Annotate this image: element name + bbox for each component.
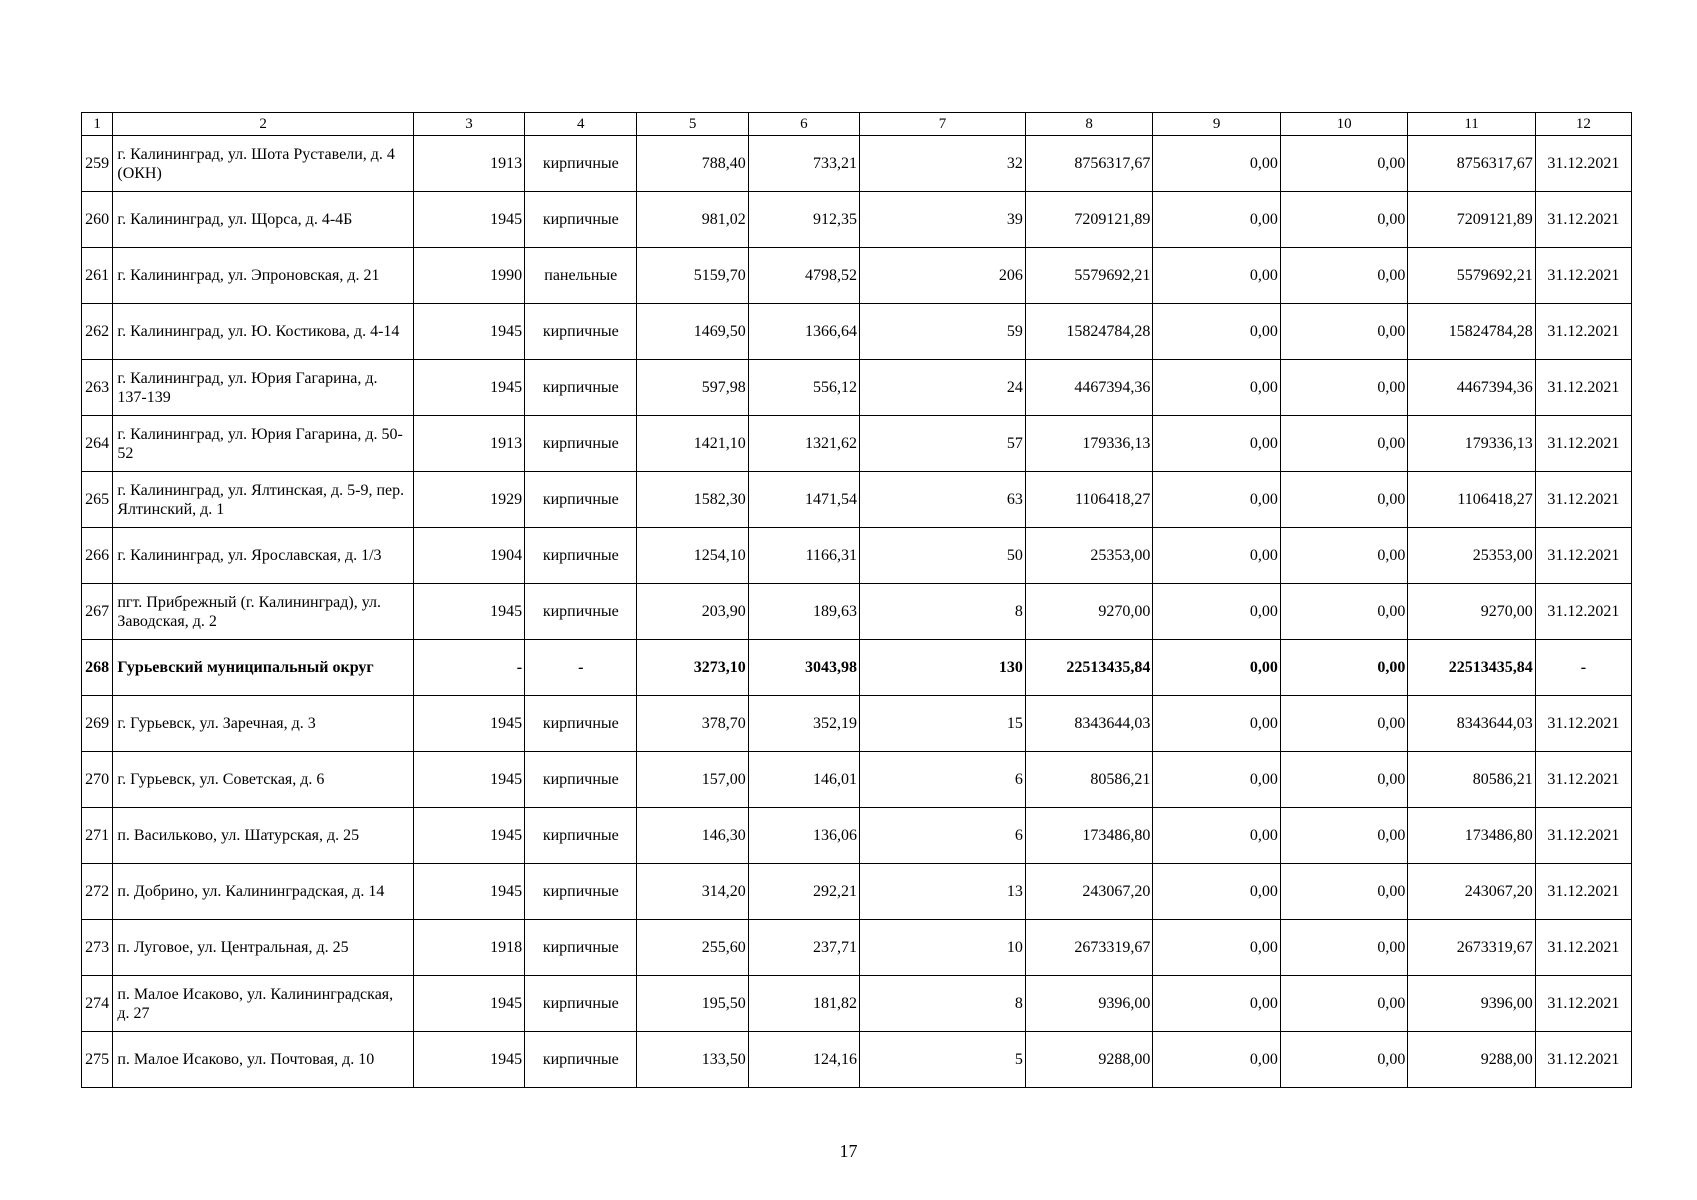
cell-address: г. Калининград, ул. Ярославская, д. 1/3	[113, 528, 413, 584]
cell-living-area: 1366,64	[748, 304, 859, 360]
cell-cost-federal: 0,00	[1153, 640, 1280, 696]
cell-address: п. Васильково, ул. Шатурская, д. 25	[113, 808, 413, 864]
cell-cost-total: 9270,00	[1025, 584, 1152, 640]
table-row	[82, 192, 1632, 248]
cell-cost-federal: 0,00	[1153, 136, 1280, 192]
cell-cost-federal: 0,00	[1153, 864, 1280, 920]
cell-cost-local: 173486,80	[1408, 808, 1535, 864]
cell-cost-federal: 0,00	[1153, 416, 1280, 472]
cell-total-area: 1254,10	[637, 528, 748, 584]
cell-construction-year: 1945	[413, 304, 524, 360]
cell-residents-count: 15	[859, 696, 1025, 752]
cell-residents-count: 59	[859, 304, 1025, 360]
table-row	[82, 248, 1632, 304]
cell-residents-count: 8	[859, 976, 1025, 1032]
cell-wall-material: кирпичные	[525, 136, 637, 192]
cell-residents-count: 6	[859, 808, 1025, 864]
cell-row-number: 274	[82, 976, 113, 1032]
table-body	[82, 136, 1632, 1088]
cell-living-area: 556,12	[748, 360, 859, 416]
cell-construction-year: 1945	[413, 752, 524, 808]
cell-cost-local: 243067,20	[1408, 864, 1535, 920]
cell-deadline-date: 31.12.2021	[1535, 360, 1631, 416]
cell-cost-federal: 0,00	[1153, 584, 1280, 640]
cell-cost-total: 25353,00	[1025, 528, 1152, 584]
cell-row-number: 262	[82, 304, 113, 360]
cell-cost-federal: 0,00	[1153, 248, 1280, 304]
cell-cost-local: 8343644,03	[1408, 696, 1535, 752]
cell-living-area: 146,01	[748, 752, 859, 808]
table-row	[82, 696, 1632, 752]
cell-address: пгт. Прибрежный (г. Калининград), ул. Заводская, д. 2	[113, 584, 413, 640]
cell-living-area: 912,35	[748, 192, 859, 248]
cell-cost-total: 9288,00	[1025, 1032, 1152, 1088]
cell-construction-year: -	[413, 640, 524, 696]
cell-construction-year: 1945	[413, 696, 524, 752]
cell-residents-count: 24	[859, 360, 1025, 416]
cell-cost-regional: 0,00	[1280, 584, 1407, 640]
cell-cost-regional: 0,00	[1280, 416, 1407, 472]
cell-cost-total: 5579692,21	[1025, 248, 1152, 304]
cell-row-number: 265	[82, 472, 113, 528]
cell-cost-regional: 0,00	[1280, 248, 1407, 304]
cell-cost-regional: 0,00	[1280, 920, 1407, 976]
cell-construction-year: 1904	[413, 528, 524, 584]
cell-residents-count: 8	[859, 584, 1025, 640]
cell-wall-material: кирпичные	[525, 752, 637, 808]
cell-cost-local: 22513435,84	[1408, 640, 1535, 696]
cell-cost-local: 1106418,27	[1408, 472, 1535, 528]
cell-address: г. Калининград, ул. Юрия Гагарина, д. 137-139	[113, 360, 413, 416]
cell-cost-federal: 0,00	[1153, 472, 1280, 528]
cell-cost-federal: 0,00	[1153, 920, 1280, 976]
cell-living-area: 4798,52	[748, 248, 859, 304]
cell-address: п. Малое Исаково, ул. Почтовая, д. 10	[113, 1032, 413, 1088]
cell-row-number: 267	[82, 584, 113, 640]
cell-cost-local: 25353,00	[1408, 528, 1535, 584]
cell-wall-material: кирпичные	[525, 192, 637, 248]
table-row	[82, 416, 1632, 472]
cell-construction-year: 1929	[413, 472, 524, 528]
cell-construction-year: 1945	[413, 864, 524, 920]
cell-total-area: 146,30	[637, 808, 748, 864]
table-row	[82, 304, 1632, 360]
cell-cost-regional: 0,00	[1280, 304, 1407, 360]
cell-wall-material: кирпичные	[525, 472, 637, 528]
cell-wall-material: кирпичные	[525, 696, 637, 752]
cell-cost-regional: 0,00	[1280, 528, 1407, 584]
cell-living-area: 1471,54	[748, 472, 859, 528]
cell-living-area: 1321,62	[748, 416, 859, 472]
cell-living-area: 733,21	[748, 136, 859, 192]
cell-row-number: 271	[82, 808, 113, 864]
cell-cost-local: 80586,21	[1408, 752, 1535, 808]
cell-residents-count: 206	[859, 248, 1025, 304]
cell-cost-total: 8343644,03	[1025, 696, 1152, 752]
cell-deadline-date: 31.12.2021	[1535, 696, 1631, 752]
cell-row-number: 259	[82, 136, 113, 192]
column-header-11: 11	[1408, 113, 1535, 136]
cell-row-number: 260	[82, 192, 113, 248]
column-header-3: 3	[413, 113, 524, 136]
cell-cost-total: 7209121,89	[1025, 192, 1152, 248]
table-row	[82, 584, 1632, 640]
cell-wall-material: кирпичные	[525, 360, 637, 416]
cell-residents-count: 130	[859, 640, 1025, 696]
cell-living-area: 3043,98	[748, 640, 859, 696]
table-row	[82, 920, 1632, 976]
cell-total-area: 3273,10	[637, 640, 748, 696]
cell-deadline-date: 31.12.2021	[1535, 192, 1631, 248]
cell-total-area: 5159,70	[637, 248, 748, 304]
header-row	[82, 113, 1632, 136]
cell-wall-material: кирпичные	[525, 528, 637, 584]
cell-residents-count: 32	[859, 136, 1025, 192]
cell-cost-federal: 0,00	[1153, 1032, 1280, 1088]
cell-total-area: 1421,10	[637, 416, 748, 472]
cell-address: г. Гурьевск, ул. Заречная, д. 3	[113, 696, 413, 752]
cell-living-area: 181,82	[748, 976, 859, 1032]
cell-cost-regional: 0,00	[1280, 360, 1407, 416]
cell-residents-count: 5	[859, 1032, 1025, 1088]
cell-cost-regional: 0,00	[1280, 1032, 1407, 1088]
cell-deadline-date: 31.12.2021	[1535, 584, 1631, 640]
cell-construction-year: 1990	[413, 248, 524, 304]
cell-cost-total: 9396,00	[1025, 976, 1152, 1032]
cell-living-area: 136,06	[748, 808, 859, 864]
cell-wall-material: кирпичные	[525, 1032, 637, 1088]
cell-construction-year: 1945	[413, 976, 524, 1032]
table-row	[82, 360, 1632, 416]
cell-row-number: 273	[82, 920, 113, 976]
cell-cost-federal: 0,00	[1153, 696, 1280, 752]
cell-cost-total: 173486,80	[1025, 808, 1152, 864]
cell-residents-count: 57	[859, 416, 1025, 472]
cell-deadline-date: 31.12.2021	[1535, 304, 1631, 360]
cell-construction-year: 1945	[413, 360, 524, 416]
table-row	[82, 752, 1632, 808]
cell-wall-material: кирпичные	[525, 976, 637, 1032]
cell-wall-material: панельные	[525, 248, 637, 304]
cell-wall-material: кирпичные	[525, 304, 637, 360]
cell-total-area: 255,60	[637, 920, 748, 976]
cell-construction-year: 1918	[413, 920, 524, 976]
column-header-4: 4	[525, 113, 637, 136]
cell-address: г. Калининград, ул. Шота Руставели, д. 4 (ОКН)	[113, 136, 413, 192]
cell-wall-material: кирпичные	[525, 920, 637, 976]
cell-construction-year: 1945	[413, 808, 524, 864]
cell-cost-local: 15824784,28	[1408, 304, 1535, 360]
cell-wall-material: кирпичные	[525, 808, 637, 864]
cell-cost-federal: 0,00	[1153, 752, 1280, 808]
cell-cost-local: 2673319,67	[1408, 920, 1535, 976]
cell-cost-regional: 0,00	[1280, 808, 1407, 864]
cell-cost-total: 22513435,84	[1025, 640, 1152, 696]
housing-register-table	[81, 112, 1632, 1088]
cell-row-number: 275	[82, 1032, 113, 1088]
table-row	[82, 136, 1632, 192]
table-row	[82, 808, 1632, 864]
column-header-9: 9	[1153, 113, 1280, 136]
column-header-6: 6	[748, 113, 859, 136]
cell-construction-year: 1913	[413, 136, 524, 192]
cell-total-area: 788,40	[637, 136, 748, 192]
table-row	[82, 528, 1632, 584]
cell-residents-count: 6	[859, 752, 1025, 808]
cell-address: г. Гурьевск, ул. Советская, д. 6	[113, 752, 413, 808]
cell-deadline-date: -	[1535, 640, 1631, 696]
cell-cost-local: 9396,00	[1408, 976, 1535, 1032]
cell-deadline-date: 31.12.2021	[1535, 864, 1631, 920]
cell-row-number: 272	[82, 864, 113, 920]
table-row	[82, 472, 1632, 528]
cell-construction-year: 1945	[413, 1032, 524, 1088]
cell-residents-count: 39	[859, 192, 1025, 248]
cell-cost-local: 7209121,89	[1408, 192, 1535, 248]
cell-cost-regional: 0,00	[1280, 976, 1407, 1032]
column-header-12: 12	[1535, 113, 1631, 136]
cell-total-area: 133,50	[637, 1032, 748, 1088]
cell-living-area: 237,71	[748, 920, 859, 976]
cell-cost-local: 9288,00	[1408, 1032, 1535, 1088]
cell-cost-regional: 0,00	[1280, 472, 1407, 528]
cell-address: г. Калининград, ул. Ю. Костикова, д. 4-14	[113, 304, 413, 360]
column-number-header	[82, 113, 1632, 136]
cell-cost-regional: 0,00	[1280, 192, 1407, 248]
cell-total-area: 597,98	[637, 360, 748, 416]
column-header-7: 7	[859, 113, 1025, 136]
cell-construction-year: 1945	[413, 584, 524, 640]
column-header-1: 1	[82, 113, 113, 136]
cell-deadline-date: 31.12.2021	[1535, 752, 1631, 808]
cell-total-area: 157,00	[637, 752, 748, 808]
cell-cost-local: 8756317,67	[1408, 136, 1535, 192]
cell-cost-regional: 0,00	[1280, 640, 1407, 696]
cell-residents-count: 10	[859, 920, 1025, 976]
cell-living-area: 1166,31	[748, 528, 859, 584]
cell-residents-count: 63	[859, 472, 1025, 528]
cell-construction-year: 1913	[413, 416, 524, 472]
cell-address: п. Луговое, ул. Центральная, д. 25	[113, 920, 413, 976]
table-row-subtotal	[82, 640, 1632, 696]
cell-residents-count: 13	[859, 864, 1025, 920]
cell-deadline-date: 31.12.2021	[1535, 1032, 1631, 1088]
cell-cost-local: 4467394,36	[1408, 360, 1535, 416]
cell-row-number: 266	[82, 528, 113, 584]
cell-wall-material: -	[525, 640, 637, 696]
cell-total-area: 1582,30	[637, 472, 748, 528]
cell-construction-year: 1945	[413, 192, 524, 248]
cell-cost-federal: 0,00	[1153, 528, 1280, 584]
cell-cost-local: 5579692,21	[1408, 248, 1535, 304]
cell-cost-total: 2673319,67	[1025, 920, 1152, 976]
cell-living-area: 352,19	[748, 696, 859, 752]
column-header-2: 2	[113, 113, 413, 136]
cell-deadline-date: 31.12.2021	[1535, 248, 1631, 304]
cell-address: г. Калининград, ул. Щорса, д. 4-4Б	[113, 192, 413, 248]
cell-cost-total: 1106418,27	[1025, 472, 1152, 528]
cell-living-area: 292,21	[748, 864, 859, 920]
cell-cost-total: 8756317,67	[1025, 136, 1152, 192]
cell-address: г. Калининград, ул. Ялтинская, д. 5-9, пер. Ялтинский, д. 1	[113, 472, 413, 528]
cell-deadline-date: 31.12.2021	[1535, 808, 1631, 864]
cell-address: г. Калининград, ул. Юрия Гагарина, д. 50-52	[113, 416, 413, 472]
cell-residents-count: 50	[859, 528, 1025, 584]
cell-row-number: 270	[82, 752, 113, 808]
cell-row-number: 268	[82, 640, 113, 696]
cell-living-area: 124,16	[748, 1032, 859, 1088]
column-header-10: 10	[1280, 113, 1407, 136]
cell-total-area: 203,90	[637, 584, 748, 640]
cell-cost-federal: 0,00	[1153, 976, 1280, 1032]
cell-cost-total: 4467394,36	[1025, 360, 1152, 416]
cell-address: Гурьевский муниципальный округ	[113, 640, 413, 696]
cell-cost-regional: 0,00	[1280, 136, 1407, 192]
cell-living-area: 189,63	[748, 584, 859, 640]
cell-wall-material: кирпичные	[525, 864, 637, 920]
cell-address: г. Калининград, ул. Эпроновская, д. 21	[113, 248, 413, 304]
cell-deadline-date: 31.12.2021	[1535, 976, 1631, 1032]
cell-total-area: 314,20	[637, 864, 748, 920]
cell-cost-regional: 0,00	[1280, 752, 1407, 808]
cell-total-area: 195,50	[637, 976, 748, 1032]
cell-address: п. Малое Исаково, ул. Калининградская, д. 27	[113, 976, 413, 1032]
cell-total-area: 1469,50	[637, 304, 748, 360]
table-row	[82, 864, 1632, 920]
cell-cost-total: 179336,13	[1025, 416, 1152, 472]
cell-wall-material: кирпичные	[525, 416, 637, 472]
cell-cost-federal: 0,00	[1153, 808, 1280, 864]
cell-deadline-date: 31.12.2021	[1535, 528, 1631, 584]
cell-cost-regional: 0,00	[1280, 864, 1407, 920]
cell-deadline-date: 31.12.2021	[1535, 136, 1631, 192]
cell-cost-federal: 0,00	[1153, 360, 1280, 416]
page-number: 17	[839, 1141, 858, 1161]
cell-cost-local: 9270,00	[1408, 584, 1535, 640]
cell-row-number: 264	[82, 416, 113, 472]
cell-row-number: 269	[82, 696, 113, 752]
cell-cost-regional: 0,00	[1280, 696, 1407, 752]
cell-total-area: 378,70	[637, 696, 748, 752]
cell-cost-total: 243067,20	[1025, 864, 1152, 920]
cell-address: п. Добрино, ул. Калининградская, д. 14	[113, 864, 413, 920]
cell-row-number: 261	[82, 248, 113, 304]
table-row	[82, 976, 1632, 1032]
column-header-5: 5	[637, 113, 748, 136]
cell-deadline-date: 31.12.2021	[1535, 472, 1631, 528]
cell-row-number: 263	[82, 360, 113, 416]
cell-cost-federal: 0,00	[1153, 304, 1280, 360]
cell-deadline-date: 31.12.2021	[1535, 416, 1631, 472]
cell-cost-total: 80586,21	[1025, 752, 1152, 808]
cell-cost-total: 15824784,28	[1025, 304, 1152, 360]
cell-cost-local: 179336,13	[1408, 416, 1535, 472]
cell-cost-federal: 0,00	[1153, 192, 1280, 248]
cell-deadline-date: 31.12.2021	[1535, 920, 1631, 976]
table-row	[82, 1032, 1632, 1088]
cell-wall-material: кирпичные	[525, 584, 637, 640]
column-header-8: 8	[1025, 113, 1152, 136]
cell-total-area: 981,02	[637, 192, 748, 248]
